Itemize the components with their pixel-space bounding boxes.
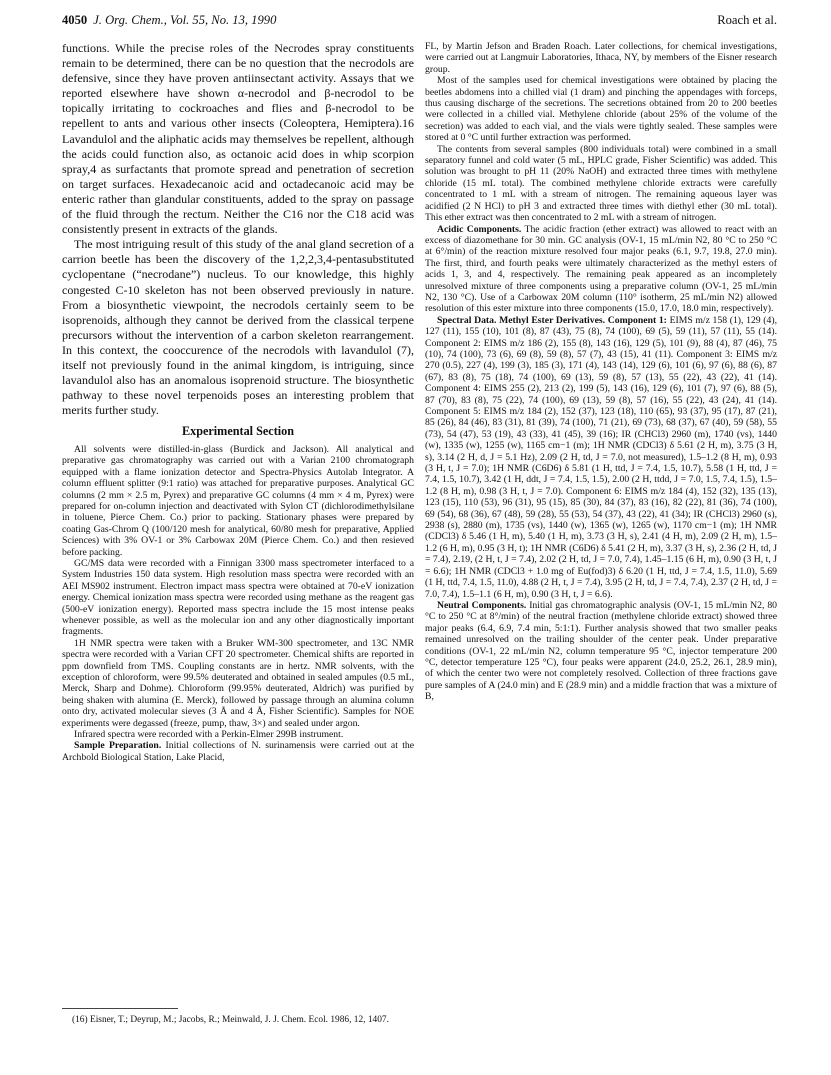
right-column	[425, 41, 777, 703]
paragraph-gcms: GC/MS data were recorded with a Finnigan 3300 mass spectrometer interfaced to a System Industries 150 data system. High resolution mass spectra were recorded with an AEI MS902 instrument. Electron impact mass spectra were obtained at 70-eV ionization energy. Chemical ionization mass spectra were recorded using methane as the reagent gas (500-eV ionization energy). Reported mass spectra include the 15 most intense peaks whenever possible, as well as the molecular ion and any other diagnostically important fragments.	[62, 557, 414, 638]
paragraph-solvents: All solvents were distilled-in-glass (Burdick and Jackson). All analytical and preparative gas chromatography was carried out with a Varian 2100 chromatograph equipped with a flame ionization detector and Spectra-Physics Autolab Integrator. A column effluent splitter (9:1 ratio) was attached for preparative purposes. Analytical GC columns (2 mm × 2.5 m, Pyrex) and preparative GC columns (4 mm × 4 m, Pyrex) were prepared for on-column injection and deactivated with Sylon CT (dichlorodimethylsilane in toluene, Pierce Chem. Co.) prior to packing. Stationary phases were prepared by coating Gas-Chrom Q (100/120 mesh for analytical, 60/80 mesh for preparative, Applied Sciences) with 3% OV-1 or 3% Carbowax 20M (Pierce Chem. Co.) and then resieved before packing.	[62, 443, 414, 558]
paragraph-discussion-2: The most intriguing result of this study of the anal gland secretion of a carrion beetle has been the discovery of the 1,2,2,3,4-pentasubstituted cyclopentane (“necrodane”) nucleus. To our knowledge, this highly congested C-10 skeleton has not been observed previously in nature. From a biosynthetic viewpoint, the necrodols certainly seem to be isoprenoids, although they cannot be derived from the classical terpene precursors without the intervention of a carbon skeleton rearrangement. In this context, the cooccurence of the necrodols with lavandulol (7), itself not previously found in the animal kingdom, is intriguing, since lavandulol also has an anomalous isoprenoid structure. The biosynthetic pathway to these novel terpenoids poses an interesting problem that merits further study.	[62, 237, 414, 418]
left-column	[62, 41, 414, 763]
paragraph-neutral-components	[425, 600, 777, 703]
runin-acidic-components: Acidic Components.	[437, 223, 522, 235]
section-title-experimental: Experimental Section	[181, 424, 295, 439]
paragraph-infrared: Infrared spectra were recorded with a Perkin-Elmer 299B instrument.	[74, 729, 344, 741]
neutral-components-text: Initial gas chromatographic analysis (OV-1, 15 mL/min N2, 80 °C to 250 °C at 8°/min) of the neutral fraction (methylene chloride extract) showed three major peaks (6.4, 6.9, 7.4 min, 5:1:1). Further analysis showed that two smaller peaks remained unresolved on the trailing shoulder of the center peak. Under preparative conditions (OV-1, 22 mL/min N2, column temperature 95 °C, injector temperature 200 °C, detector temperature 125 °C), four peaks were apparent (24.0, 25.2, 26.1, 28.9 min), of which the center two were not completely resolved. Collection of three fractions gave pure samples of A (24.0 min) and E (28.9 min) and a middle fraction that was a mixture of B,	[425, 599, 778, 703]
paragraph-sample-collection: Most of the samples used for chemical investigations were obtained by placing the beetles abdomens into a chilled vial (1 dram) and pinching the appendages with forceps, thus causing discharge of the secretions. The secretions obtained from 20 to 200 beetles were collected in a chilled vial. Methylene chloride (about 25% of the volume of the secretion) was added to each vial, and the vials were tightly sealed. These samples were stored at 0 °C until further extraction was performed.	[425, 75, 777, 144]
spectral-data-text: EIMS m/z 158 (1), 129 (4), 127 (11), 155 (10), 101 (8), 87 (43), 75 (8), 74 (100), 69 (5), 59 (11), 57 (11), 55 (14). Component 2: EIMS m/z 186 (2), 155 (8), 143 (16), 129 (5), 101 (9), 88 (4), 87 (46), 75 (10), 74 (100), 73 (6), 69 (8), 59 (8), 57 (7), 43 (15), 41 (11). Component 3: EIMS m/z 270 (0.5), 227 (4), 199 (3), 185 (3), 171 (4), 143 (14), 129 (6), 101 (6), 97 (6), 88 (6), 87 (67), 83 (8), 75 (18), 74 (100), 69 (13), 59 (8), 57 (13), 55 (22), 43 (22), 41 (14). Component 4: EIMS 255 (2), 213 (2), 199 (5), 143 (16), 129 (6), 101 (7), 97 (6), 88 (5), 87 (70), 83 (8), 75 (22), 74 (100), 69 (13), 59 (8), 57 (16), 55 (22), 43 (24), 41 (14). Component 5: EIMS m/z 184 (2), 152 (37), 123 (18), 110 (65), 93 (37), 95 (17), 87 (21), 85 (26), 84 (46), 83 (31), 81 (39), 74 (100), 71 (21), 69 (73), 68 (37), 67 (40), 59 (58), 55 (73), 54 (47), 53 (19), 43 (33), 41 (45), 39 (16); IR (CHCl3) 2960 (m), 1740 (vs), 1440 (w), 1335 (w), 1255 (w), 1165 cm−1 (m); 1H NMR (CDCl3) δ 5.61 (2 H, m), 3.75 (3 H, s), 3.14 (2 H, d, J = 5.1 Hz), 2.09 (2 H, td, J = 7.0, not measured), 1.5–1.2 (8 H, m), 0.93 (3 H, t, J = 7.0); 1H NMR (C6D6) δ 5.81 (1 H, ttd, J = 7.4, 1.5, 10.7), 5.58 (1 H, ttd, J = 7.4, 1.5, 10.7), 3.42 (1 H, ddt, J = 7.4, 1.5, 1.5), 2.00 (2 H, ttdd, J = 7.0, 1.5, 7.4, 1.5), 1.5–1.2 (8 H, m), 0.98 (3 H, t, J = 7.0). Component 6: EIMS m/z 184 (4), 152 (32), 135 (13), 123 (15), 110 (53), 96 (31), 95 (15), 85 (30), 84 (37), 83 (16), 82 (22), 81 (36), 74 (100), 69 (54), 68 (36), 67 (48), 59 (28), 55 (53), 54 (37), 43 (22), 41 (34); IR (CHCl3) 2960 (s), 2938 (s), 2880 (m), 1735 (vs), 1440 (w), 1365 (w), 1265 (w), 1170 cm−1 (m); 1H NMR (CDCl3) δ 5.46 (1 H, m), 5.40 (1 H, m), 3.73 (3 H, s), 2.41 (4 H, m), 2.09 (2 H, m), 1.5–1.2 (6 H, m), 0.95 (3 H, t); 1H NMR (C6D6) δ 5.41 (2 H, m), 3.37 (3 H, s), 2.36 (2 H, td, J = 7.4), 2.19, (2 H, t, J = 7.4), 2.02 (2 H, td, J = 7.0, 7.4), 1.45–1.15 (6 H, m), 0.90 (3 H, t, J = 6.6); 1H NMR (CDCl3 + 1.0 mg of Eu(fod)3) δ 6.20 (1 H, ttd, J = 7.4, 1.5, 11.0), 5.69 (1 H, ttd, 7.4, 1.5, 11.0), 4.88 (2 H, t, J = 7.4), 3.95 (2 H, td, J = 7.4, 7.4), 2.37 (2 H, td, J = 7.0, 7.4), 1.5–1.1 (6 H, m), 0.90 (3 H, t, J = 6.6).	[425, 314, 778, 600]
acidic-components-text: The acidic fraction (ether extract) was allowed to react with an excess of diazomethane for 30 min. GC analysis (OV-1, 15 mL/min N2, 80 °C to 250 °C at 6°/min) of the reaction mixture resolved four major peaks (6.1, 9.7, 19.8, 27.0 min). The first, third, and fourth peaks were ultimately characterized as the methyl esters of acids 1, 3, and 4, respectively. The remaining peak appeared as an incompletely unresolved mixture of three components using a preparative column (OV-1, 25 mL/min N2, 130 °C). Use of a Carbowax 20M column (110° isotherm, 25 mL/min N2) allowed resolution of this ester mixture into three components (15.0, 17.0, 18.0 min, respectively).	[425, 223, 777, 315]
paragraph-collections: FL, by Martin Jefson and Braden Roach. Later collections, for chemical investigations, were carried out at Langmuir Laboratories, Ithaca, NY, by members of the Eisner research group.	[425, 41, 777, 75]
paragraph-nmr: 1H NMR spectra were taken with a Bruker WM-300 spectrometer, and 13C NMR spectra were recorded with a Varian CFT 20 spectrometer. Chemical shifts are reported in ppm downfield from TMS. Coupling constants are in hertz. NMR solvents, with the exception of chloroform, were 99.5% deuterated and obtained in sealed ampules (0.5 mL, Merck, Sharp and Dohme). Chloroform (99.95% deuterated, Aldrich) was purified by being shaken with alumina (E. Merck), followed by passage through an alumina column onto dry, activated molecular sieves (3 Å and 4 Å, Fisher Scientific). Samples for NOE experiments were degassed (freeze, pump, thaw, 3×) and sealed under argon.	[62, 637, 414, 729]
runin-spectral-data: Spectral Data. Methyl Ester Derivatives. Component 1:	[437, 314, 667, 326]
running-authors: Roach et al.	[717, 13, 777, 27]
runin-sample-preparation: Sample Preparation.	[74, 740, 162, 752]
page-number: 4050	[62, 13, 88, 27]
paragraph-spectral-data	[425, 315, 777, 600]
paragraph-sample-preparation	[62, 740, 414, 763]
runin-neutral-components: Neutral Components.	[437, 599, 527, 611]
paragraph-extraction: The contents from several samples (800 individuals total) were combined in a small separatory funnel and cold water (5 mL, HPLC grade, Fisher Scientific) was added. This solution was brought to pH 11 (20% NaOH) and extracted three times with methylene chloride (15 mL total). The combined methylene chloride extracts were carefully concentrated to 1 mL with a stream of nitrogen. The remaining aqueous layer was acidified (2 N HCl) to pH 3 and extracted three times with diethyl ether (30 mL total). This ether extract was then concentrated to 2 mL with a stream of nitrogen.	[425, 143, 777, 224]
footnote-16: (16) Eisner, T.; Deyrup, M.; Jacobs, R.; Meinwald, J. J. Chem. Ecol. 1986, 12, 1407.	[72, 1015, 389, 1025]
journal-citation: J. Org. Chem., Vol. 55, No. 13, 1990	[93, 13, 277, 27]
running-header	[62, 13, 777, 33]
footnote-divider	[62, 1008, 178, 1009]
paragraph-discussion-1: functions. While the precise roles of the Necrodes spray constituents remain to be determined, there can be no question that the necrodols are defensive, since they have proven antiinsectant activity. Assays that we reported elsewhere have shown α-necrodol and β-necrodol to be topically irritating to cockroaches and flies and β-necrodol to be repellent to ants and various other insects (Coleoptera, Hemiptera).16 Lavandulol and the aliphatic acids may themselves be repellent, although the acids could function also, as octanoic acid does in whip scorpion spray,4 as surfactants that promote spread and penetration of secretion on target surfaces. Hexadecanoic acid and octadecanoic acid may be enteric rather than glandular constituents, added to the spray on passage of the fluid through the rectum. Neither the C16 nor the C18 acid was consistently present in extracts of the glands.	[62, 41, 414, 237]
sample-preparation-text: Initial collections of N. surinamensis were carried out at the Archbold Biological Station, Lake Placid,	[62, 740, 415, 763]
paragraph-acidic-components	[425, 224, 777, 315]
